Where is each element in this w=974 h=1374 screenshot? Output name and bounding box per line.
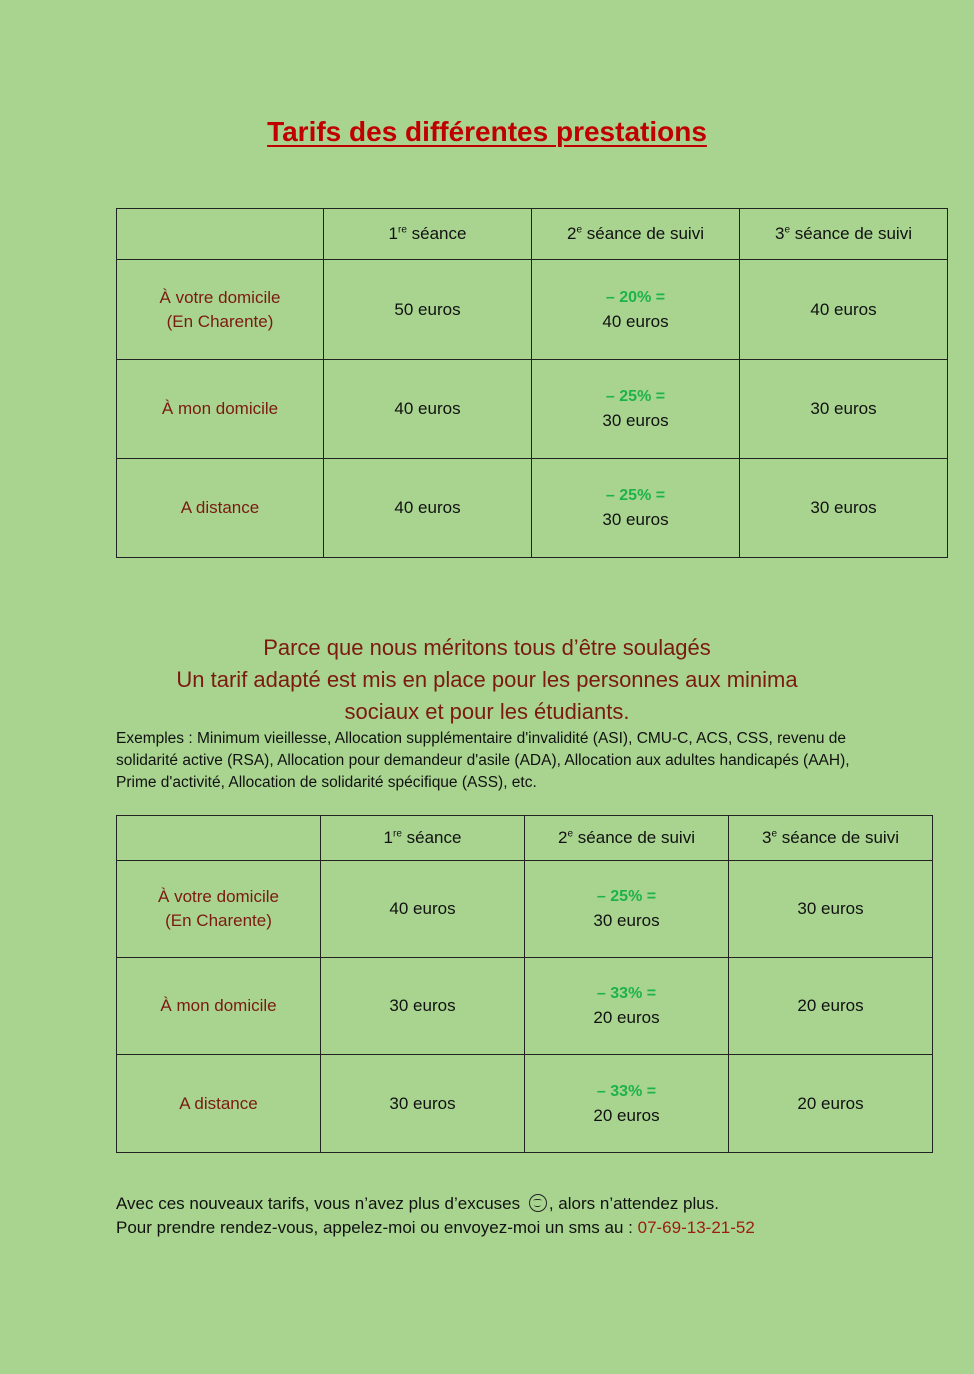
discount-label: – 33% = <box>596 985 657 1002</box>
price-second: – 25% = 30 euros <box>532 360 740 459</box>
price-third: 20 euros <box>729 1055 933 1153</box>
price-second: – 25% = 30 euros <box>525 861 729 958</box>
tarifs-table-reduced <box>116 815 933 1153</box>
discount-label: – 25% = <box>605 487 666 504</box>
price-first: 50 euros <box>324 260 532 360</box>
header-third-session: 3e séance de suivi <box>729 816 933 861</box>
header-third-session: 3e séance de suivi <box>740 209 948 260</box>
price-third: 30 euros <box>740 360 948 459</box>
table-row <box>117 260 948 360</box>
footer-line-2: Pour prendre rendez-vous, appelez-moi ou envoyez-moi un sms au : 07-69-13-21-52 <box>116 1218 755 1237</box>
header-empty-cell <box>117 209 324 260</box>
price-first: 30 euros <box>321 958 525 1055</box>
discount-label: – 20% = <box>605 288 666 306</box>
headline-line-2: Un tarif adapté est mis en place pour les personnes aux minima <box>176 667 798 692</box>
tarifs-table-standard <box>116 208 948 558</box>
examples-paragraph: Exemples : Minimum vieillesse, Allocation supplémentaire d'invalidité (ASI), CMU-C, ACS, CSS, revenu de solidarité active (RSA), Allocation pour demandeur d'asile (ADA), Allocation aux adultes handicapés (AAH), Prime d'activité, Allocation de solidarité spécifique (ASS), etc. <box>116 730 850 791</box>
headline-line-1: Parce que nous méritons tous d’être soulagés <box>263 635 711 660</box>
phone-number[interactable]: 07-69-13-21-52 <box>637 1218 755 1237</box>
table-row <box>117 459 948 558</box>
headline-line-3: sociaux et pour les étudiants. <box>344 699 630 724</box>
row-label: À votre domicile (En Charente) <box>117 260 324 360</box>
header-first-session: 1re séance <box>321 816 525 861</box>
price-first: 40 euros <box>324 360 532 459</box>
row-label: À votre domicile (En Charente) <box>117 861 321 958</box>
table-header-row <box>117 816 933 861</box>
price-third: 30 euros <box>729 861 933 958</box>
price-first: 40 euros <box>324 459 532 558</box>
price-second: – 33% = 20 euros <box>525 958 729 1055</box>
price-second: – 20% = 40 euros <box>532 260 740 360</box>
header-empty-cell <box>117 816 321 861</box>
footer-line-1: Avec ces nouveaux tarifs, vous n’avez plus d’excuses , alors n’attendez plus. <box>116 1194 719 1213</box>
table-row <box>117 1055 933 1153</box>
row-label: A distance <box>117 1055 321 1153</box>
discount-label: – 33% = <box>596 1082 657 1100</box>
page-title: Tarifs des différentes prestations <box>267 116 707 147</box>
row-label: À mon domicile <box>117 958 321 1055</box>
header-second-session: 2e séance de suivi <box>532 209 740 260</box>
price-second: – 25% = 30 euros <box>532 459 740 558</box>
row-label: À mon domicile <box>117 360 324 459</box>
table-header-row <box>117 209 948 260</box>
smiley-icon <box>529 1194 547 1212</box>
table-row <box>117 861 933 958</box>
footer-text <box>116 1192 956 1240</box>
table-row <box>117 360 948 459</box>
row-label: A distance <box>117 459 324 558</box>
price-third: 20 euros <box>729 958 933 1055</box>
discount-label: – 25% = <box>596 888 657 905</box>
price-third: 30 euros <box>740 459 948 558</box>
table-row <box>117 958 933 1055</box>
header-first-session: 1re séance <box>324 209 532 260</box>
price-third: 40 euros <box>740 260 948 360</box>
price-second: – 33% = 20 euros <box>525 1055 729 1153</box>
header-second-session: 2e séance de suivi <box>525 816 729 861</box>
price-first: 40 euros <box>321 861 525 958</box>
price-first: 30 euros <box>321 1055 525 1153</box>
discount-label: – 25% = <box>605 388 666 405</box>
